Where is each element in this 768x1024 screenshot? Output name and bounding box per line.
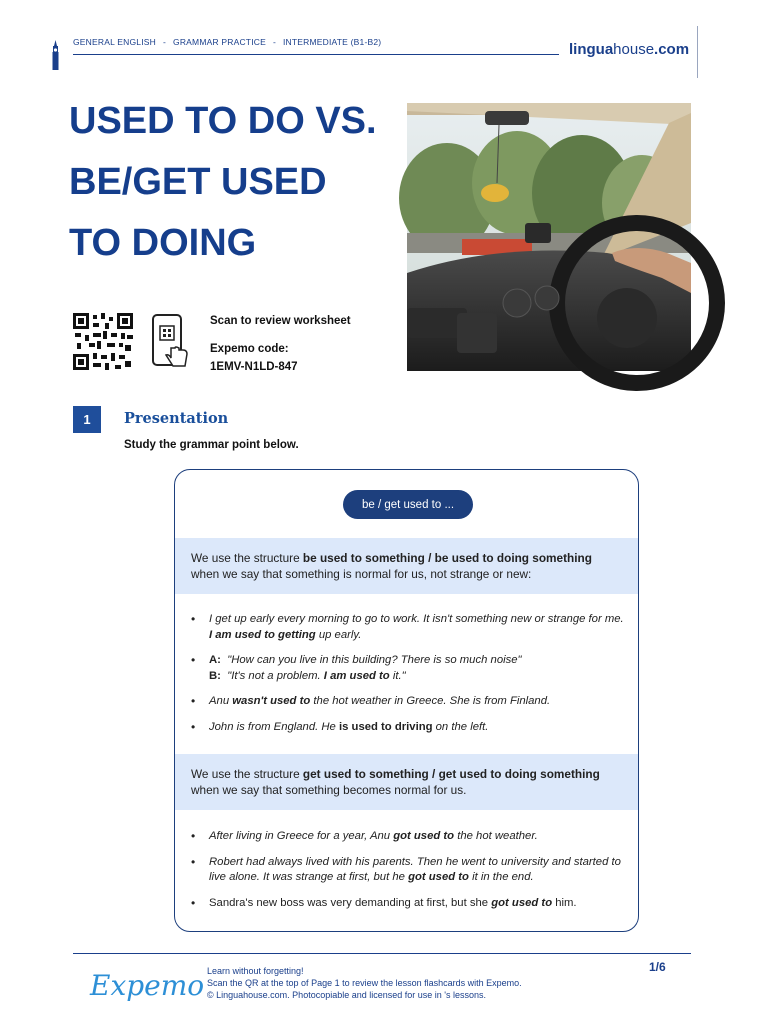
breadcrumb-separator: - xyxy=(163,37,167,47)
list-item: • I get up early every morning to go to work. It isn't something new or strange for me. I am used to getting up early. xyxy=(175,612,638,643)
page-title xyxy=(69,91,377,274)
breadcrumb-level: GENERAL ENGLISH xyxy=(73,37,156,47)
rule-structure: be used to something / be used to doing something xyxy=(302,551,592,565)
breadcrumb xyxy=(73,37,381,47)
scan-info xyxy=(210,312,351,376)
list-item: • Anu wasn't used to the hot weather in Greece. She is from Finland. xyxy=(175,694,638,710)
list-item: • A: "How can you live in this building? There is so much noise" B: "It's not a problem. I am used to it." xyxy=(175,653,638,684)
breadcrumb-separator: - xyxy=(272,37,276,47)
examples-list-be-used-to xyxy=(175,612,638,735)
section-number-badge: 1 xyxy=(73,406,101,433)
examples-list-get-used-to xyxy=(175,829,638,911)
expemo-code: 1EMV-N1LD-847 xyxy=(210,361,298,373)
rule-text: We use the structure xyxy=(191,767,303,781)
footer-copyright: © Linguahouse.com. Photocopiable and licensed for use in 's lessons. xyxy=(207,990,487,1000)
rule-explanation: when we say that something is normal for us, not strange or new: xyxy=(191,567,532,581)
phone-scan-icon xyxy=(151,314,191,377)
title-line-2: BE/GET USED xyxy=(69,161,327,203)
title-line-1: USED TO DO VS. xyxy=(69,100,377,142)
section-title: Presentation xyxy=(124,410,229,427)
title-line-3: TO DOING xyxy=(69,222,257,264)
rule-text: We use the structure xyxy=(191,551,303,565)
expemo-logo xyxy=(90,967,205,1012)
list-item: • John is from England. He is used to driving on the left. xyxy=(175,720,638,736)
footer-instruction: Scan the QR at the top of Page 1 to review the lesson flashcards with Expemo. xyxy=(207,978,522,988)
grammar-box xyxy=(174,469,639,932)
list-item: • Sandra's new boss was very demanding at first, but she got used to him. xyxy=(175,896,638,912)
list-item: • Robert had always lived with his parents. Then he went to university and started to live alone. It was strange at first, but he got used to it in the end. xyxy=(175,855,638,886)
qr-code[interactable] xyxy=(73,313,133,370)
header-vertical-rule xyxy=(697,26,698,78)
scan-label: Scan to review worksheet xyxy=(210,315,351,327)
car-interior-photo xyxy=(407,103,691,371)
svg-text:Expemo: Expemo xyxy=(90,969,205,1002)
breadcrumb-category: GRAMMAR PRACTICE xyxy=(173,37,266,47)
rule-band-be-used-to xyxy=(175,538,638,594)
page-number: 1/6 xyxy=(649,960,666,974)
rule-explanation: when we say that something becomes normal for us. xyxy=(191,783,467,797)
header-divider xyxy=(73,54,559,55)
rule-band-get-used-to xyxy=(175,754,638,810)
grammar-topic-pill: be / get used to ... xyxy=(343,490,473,519)
big-ben-icon xyxy=(51,40,60,75)
breadcrumb-level-b: INTERMEDIATE (B1-B2) xyxy=(283,37,382,47)
footer-tagline: Learn without forgetting! xyxy=(207,966,304,976)
linguahouse-logo: linguahouse.com xyxy=(569,41,690,58)
expemo-code-label: Expemo code: xyxy=(210,343,289,355)
list-item: • After living in Greece for a year, Anu got used to the hot weather. xyxy=(175,829,638,845)
footer-divider xyxy=(73,953,691,954)
rule-structure: get used to something / get used to doing something xyxy=(302,767,600,781)
footer-text xyxy=(207,965,522,1001)
section-instruction: Study the grammar point below. xyxy=(124,439,299,451)
